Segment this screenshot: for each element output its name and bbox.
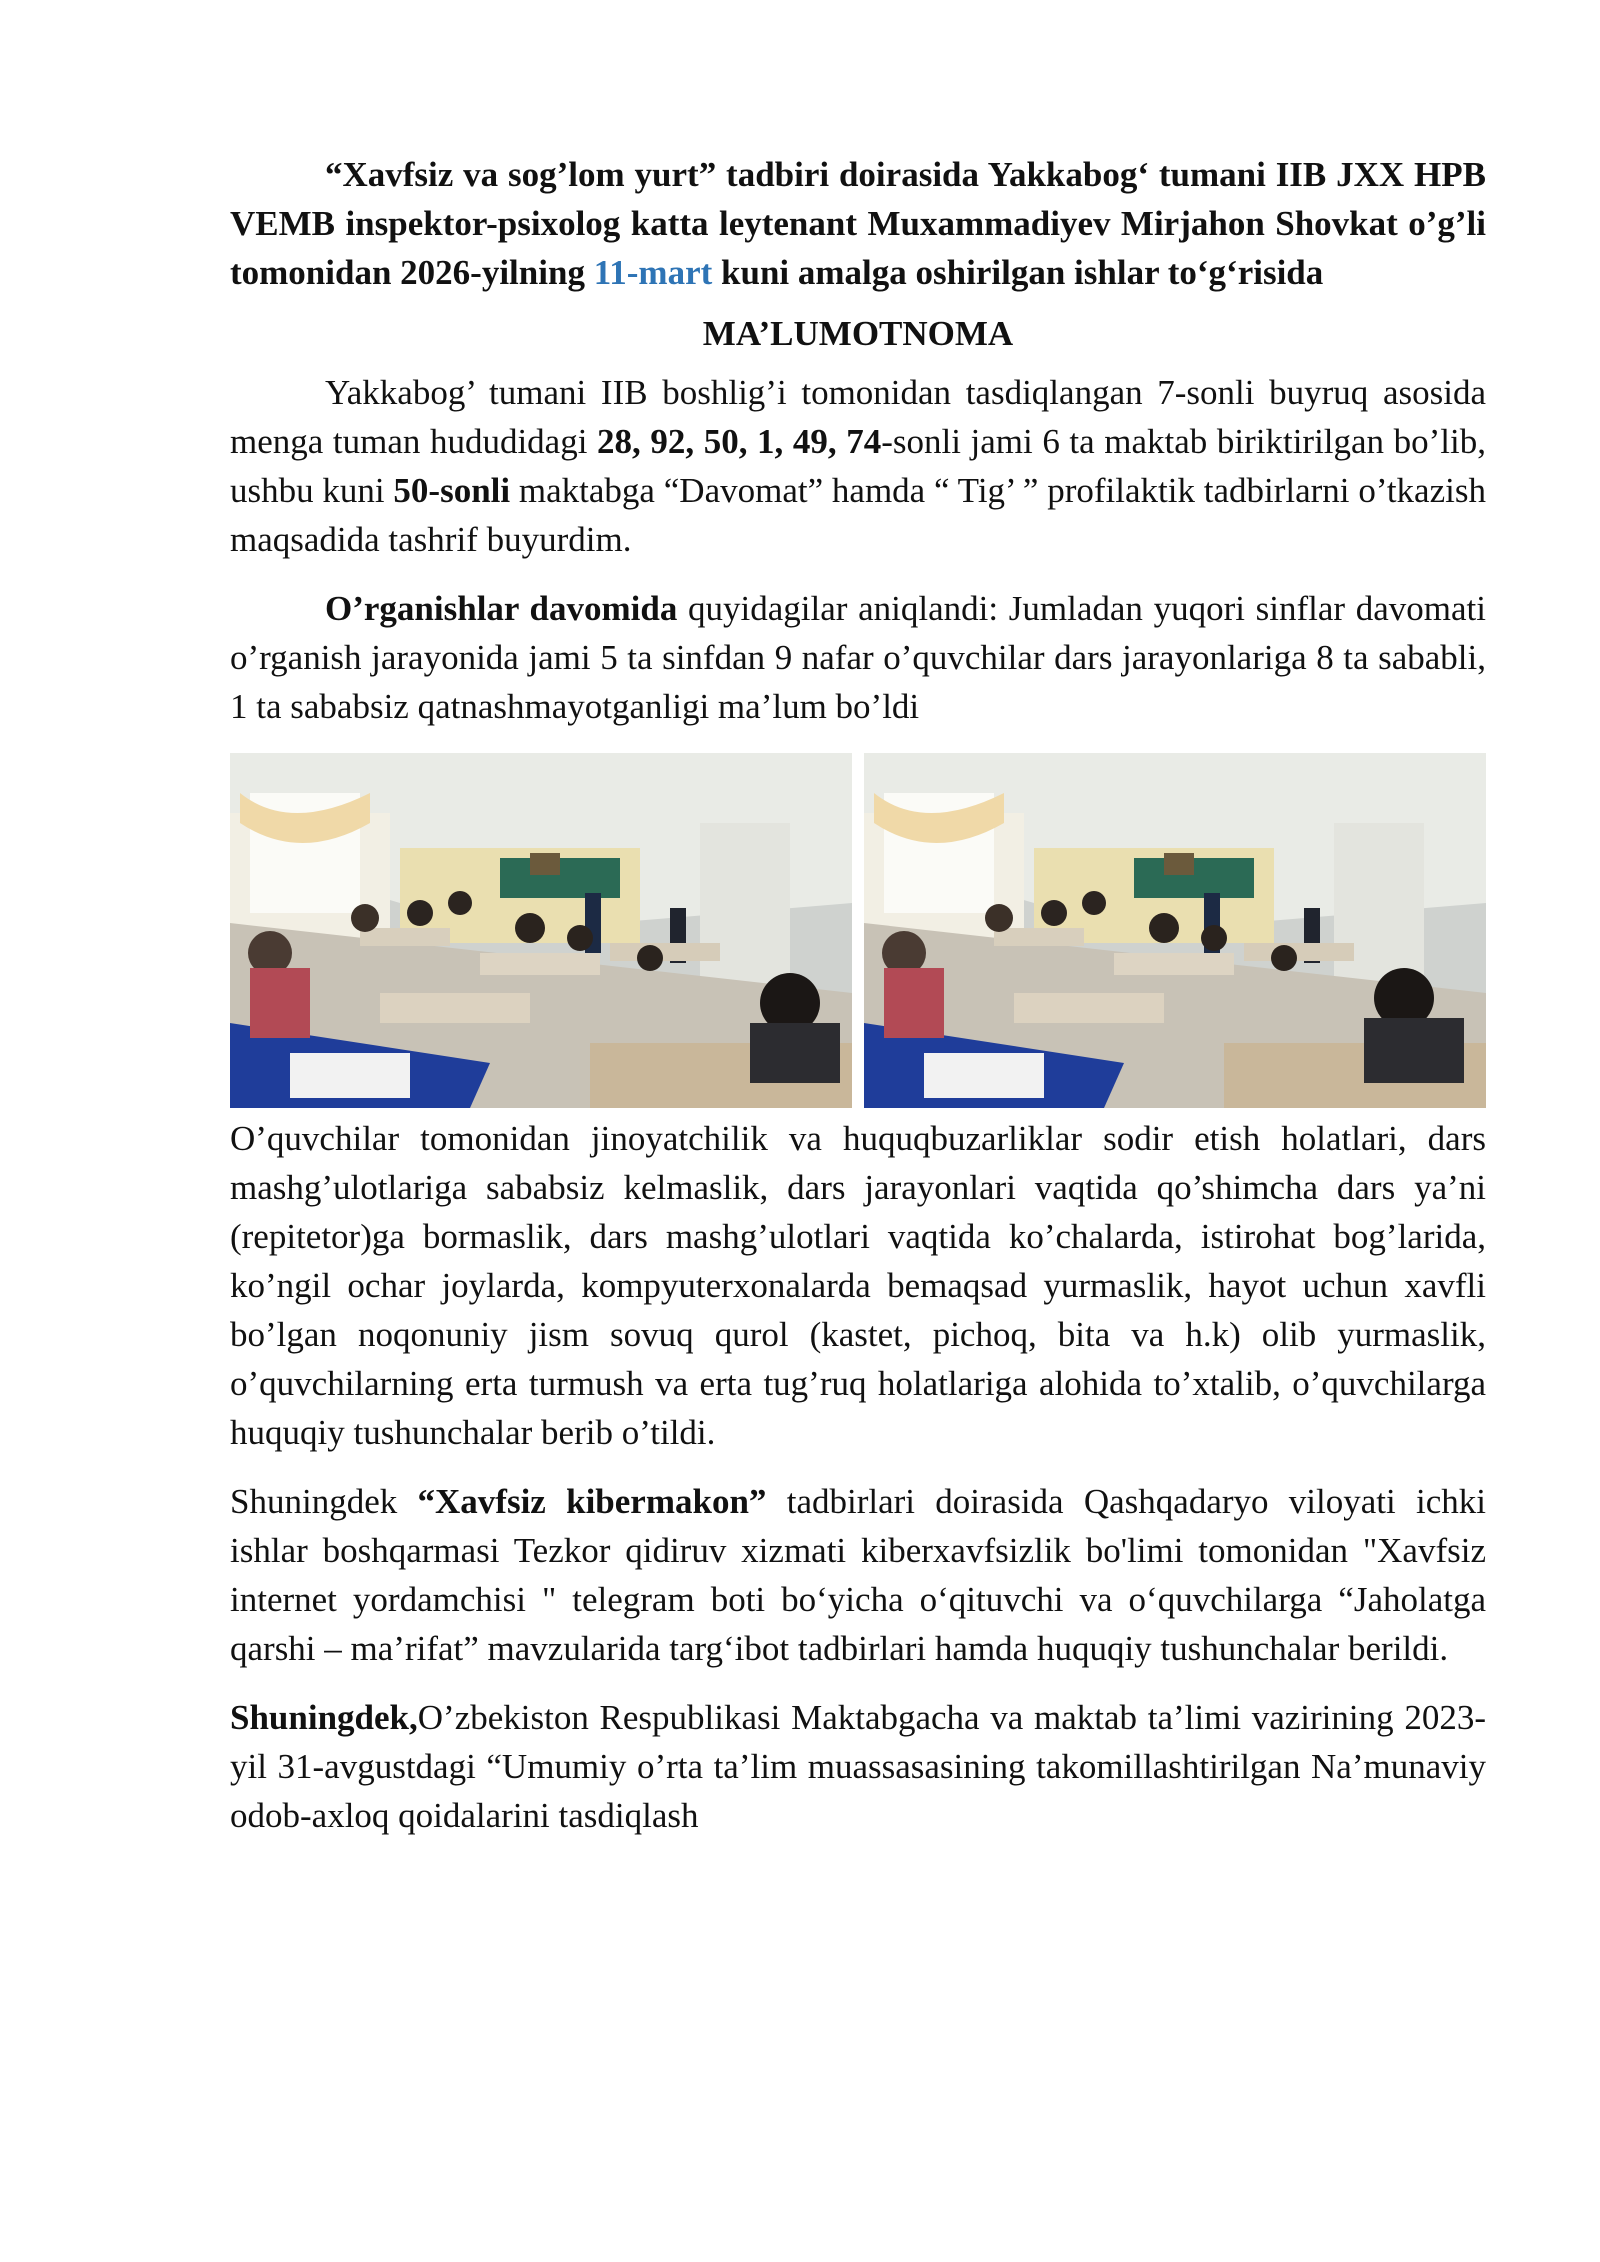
heading-text-end: kuni amalga oshirilgan ishlar to‘g‘risida [712,253,1324,292]
para1-text-3: maktabga “Davomat” hamda “ Tig’ ” profilaktik tadbirlarni o’tkazish maqsadida tashrif buyurdim. [230,471,1486,559]
ethics-lead: Shuningdek, [230,1698,418,1737]
cyber-text-2: tadbirlari doirasida Qashqadaryo viloyati ichki ishlar boshqarmasi Tezkor qidiruv xizmati kiberxavfsizlik bo'limi tomonidan "Xavfsiz internet yordamchisi " telegram boti bo‘yicha o‘qituvchi va o‘quvchilarga “Jaholatga qarshi – ma’rifat” mavzularida targ‘ibot tadbirlari hamda huquqiy tushunchalar berildi. [230,1482,1487,1668]
paragraph-findings [230,584,1486,731]
findings-lead: O’rganishlar davomida [325,589,678,628]
paragraph-cyber [230,1477,1486,1673]
heading-date: 11-mart [593,253,713,292]
cyber-event-name: “Xavfsiz kibermakon” [417,1482,767,1521]
document-page [230,150,1486,1840]
ethics-text: O’zbekiston Respublikasi Maktabgacha va maktab ta’limi vazirining 2023-yil 31-avgustdagi “Umumiy o’rta ta’lim muassasasining takomillashtirilgan Na’munaviy odob-axloq qoidalarini tasdiqlash [230,1698,1486,1835]
findings-text: quyidagilar aniqlandi: Jumladan yuqori sinflar davomati o’rganish jarayonida jami 5 ta sinfdan 9 nafar o’quvchilar dars jarayonlariga 8 ta sababli, 1 ta sababsiz qatnashmayotganligi ma’lum bo’ldi [230,589,1486,726]
photo-row [230,753,1486,1108]
document-title: MA’LUMOTNOMA [702,314,1014,353]
classroom-photo-left [230,753,852,1108]
paragraph-assignment [230,368,1486,564]
school-numbers: 28, 92, 50, 1, 49, 74 [597,422,882,461]
school-number: 50-sonli [393,471,511,510]
paragraph-ethics [230,1693,1486,1840]
document-heading [230,150,1486,297]
heading-text: “Xavfsiz va sog’lom yurt” tadbiri doirasida Yakkabog‘ tumani IIB JXX HPB VEMB inspektor-psixolog katta leytenant Muxammadiyev Mirjahon Shovkat o’g’li tomonidan 2026-yilning [230,155,1486,292]
para1-text-2: -sonli jami 6 ta maktab biriktirilgan bo’lib, ushbu kuni [230,422,1486,510]
para1-text: Yakkabog’ tumani IIB boshlig’i tomonidan tasdiqlangan 7-sonli buyruq asosida menga tuman hududidagi [230,373,1486,461]
cyber-text: Shuningdek [230,1482,418,1521]
paragraph-prevention: O’quvchilar tomonidan jinoyatchilik va huquqbuzarliklar sodir etish holatlari, dars mashg’ulotlariga sababsiz kelmaslik, dars jarayonlari vaqtida qo’shimcha dars ya’ni (repitetor)ga bormaslik, dars mashg’ulotlari vaqtida ko’chalarda, istirohat bog’larida, ko’ngil ochar joylarda, kompyuterxonalarda bemaqsad yurmaslik, hayot uchun xavfli bo’lgan noqonuniy jism sovuq qurol (kastet, pichoq, bita va h.k) olib yurmaslik, o’quvchilarning erta turmush va erta tug’ruq holatlariga alohida to’xtalib, o’quvchilarga huquqiy tushunchalar berib o’tildi. [230,1119,1486,1452]
classroom-photo-right [864,753,1486,1108]
